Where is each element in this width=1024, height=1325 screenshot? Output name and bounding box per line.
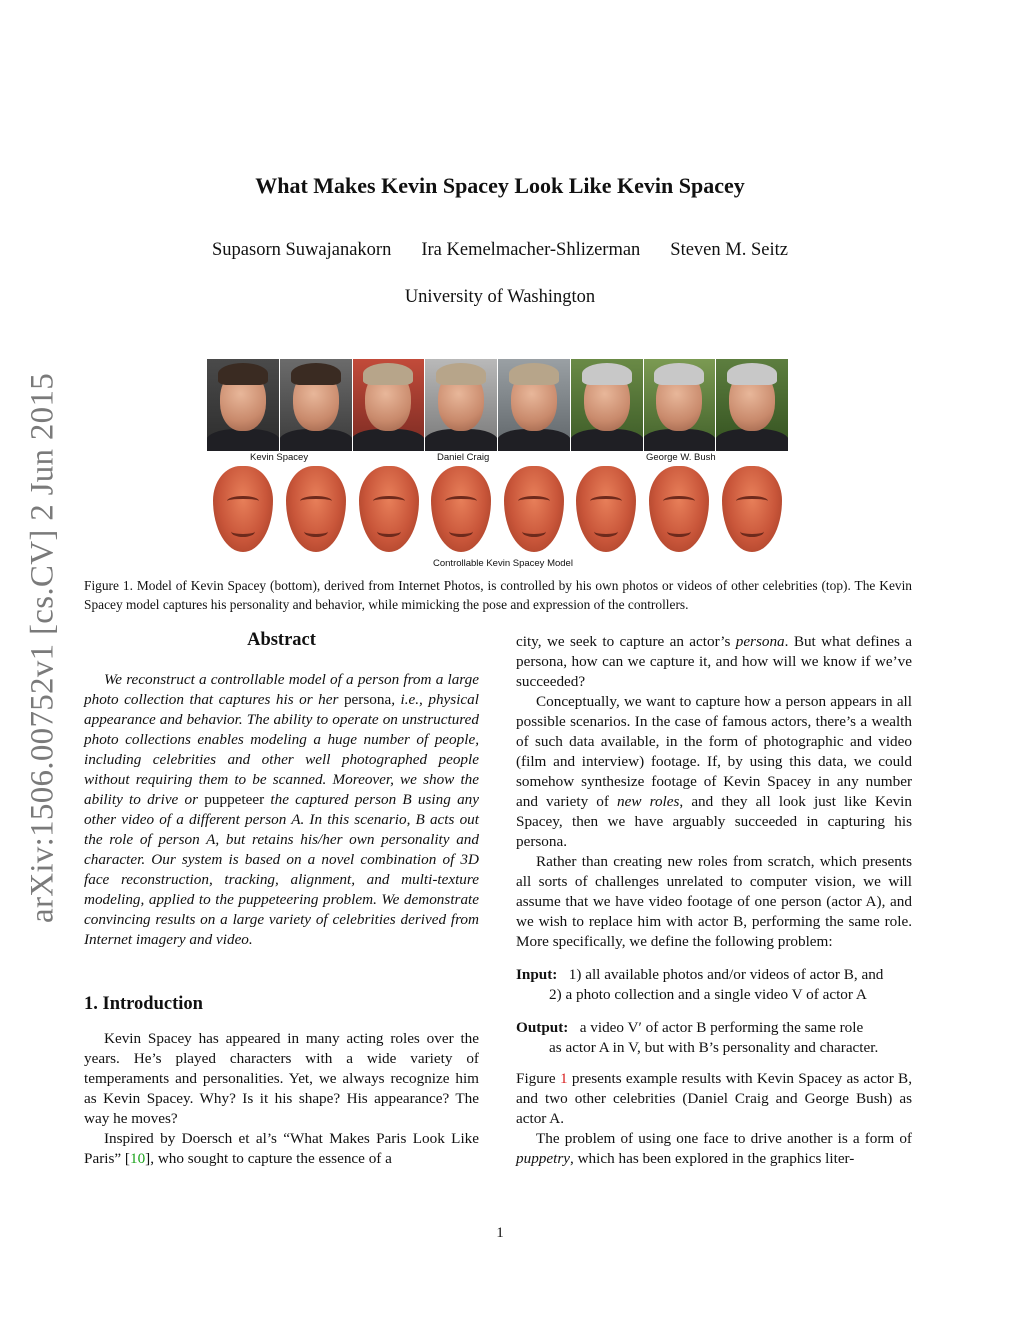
paragraph: Figure 1 presents example results with Kevin Spacey as actor B, and two other celebrities (Daniel Craig and George Bush) as actor A.	[516, 1070, 912, 1127]
paragraph: Conceptually, we want to capture how a person appears in all possible scenarios. In the case of famous actors, there’s a wealth of such data available, in the form of photographic and video (film and interview) footage. If, by using this data, we could somehow synthesize footage of Kevin Spacey in any number and variety of new roles, and they all look just like Kevin Spacey, then we have arguably succeeded in capturing his persona.	[516, 693, 912, 850]
paragraph: Inspired by Doersch et al’s “What Makes Paris Look Like Paris” [10], who sought to capture the essence of a	[84, 1130, 479, 1167]
citation-link[interactable]: 10	[129, 1150, 146, 1167]
affiliation: University of Washington	[404, 287, 596, 307]
paper-title: What Makes Kevin Spacey Look Like Kevin Spacey	[255, 173, 745, 198]
section-heading: 1. Introduction	[84, 994, 203, 1014]
figure-label-kevin: Kevin Spacey	[250, 452, 309, 463]
left-column	[84, 630, 479, 1169]
figure-label-bush: George W. Bush	[646, 452, 716, 463]
page-number: 1	[496, 1225, 504, 1241]
author-name: Ira Kemelmacher-Shlizerman	[421, 240, 641, 260]
abstract-text: We reconstruct a controllable model of a person from a large photo collection that captures his or her persona, i.e., physical appearance and behavior. The ability to operate on unstructured photo collections enables modeling a huge number of people, including celebrities and other well photographed people without requiring them to be scanned. Moreover, we show the ability to drive or puppeteer the captured person B using any other video of a different person A. In this scenario, B acts out the role of person A, but retains his/her own personality and character. Our system is based on a novel combination of 3D face reconstruction, tracking, alignment, and multi-texture modeling, applied to the puppeteering problem. We demonstrate convincing results on a large variety of celebrities derived from Internet imagery and video.	[84, 671, 479, 948]
author-name: Supasorn Suwajanakorn	[212, 240, 392, 260]
figure-link[interactable]: 1	[559, 1070, 568, 1087]
paragraph: The problem of using one face to drive another is a form of puppetry, which has been explored in the graphics liter-	[516, 1130, 912, 1167]
model-render	[643, 463, 716, 555]
controller-photo	[644, 359, 716, 451]
arxiv-stamp: arXiv:1506.00752v1 [cs.CV] 2 Jun 2015	[24, 372, 61, 923]
problem-input: Input: 1) all available photos and/or videos of actor B, and 2) a photo collection and a single video V of actor A	[516, 966, 884, 1003]
controller-photo	[425, 359, 497, 451]
right-column	[516, 632, 912, 1169]
figure-label-model: Controllable Kevin Spacey Model	[433, 558, 573, 569]
controller-photo	[498, 359, 570, 451]
paragraph: Rather than creating new roles from scratch, which presents all sorts of challenges unrelated to computer vision, we will assume that we have video footage of one person (actor A), and we wish to replace him with actor B, performing the same role. More specifically, we define the following problem:	[516, 853, 912, 950]
model-render	[498, 463, 571, 555]
paragraph: Kevin Spacey has appeared in many acting roles over the years. He’s played characters with a wide variety of temperaments and personalities. Yet, we always recognize him as Kevin Spacey. Why? Is it his shape? His appearance? The way he moves?	[84, 1030, 479, 1127]
paragraph: city, we seek to capture an actor’s persona. But what defines a persona, how can we capture it, and how will we know if we’ve succeeded?	[516, 633, 912, 690]
controller-photo	[716, 359, 788, 451]
figure-caption: Figure 1. Model of Kevin Spacey (bottom), derived from Internet Photos, is controlled by his own photos or videos of other celebrities (top). The Kevin Spacey model captures his personality and behavior, while mimicking the pose and expression of the controllers.	[84, 578, 912, 612]
model-render	[425, 463, 498, 555]
controller-photo	[280, 359, 352, 451]
controller-photo-strip	[207, 359, 788, 451]
model-render-strip	[207, 463, 788, 555]
author-name: Steven M. Seitz	[670, 240, 788, 260]
model-render	[352, 463, 425, 555]
model-render	[280, 463, 353, 555]
model-render	[207, 463, 280, 555]
controller-photo	[571, 359, 643, 451]
model-render	[570, 463, 643, 555]
model-render	[715, 463, 788, 555]
abstract-heading: Abstract	[247, 630, 316, 650]
figure-label-daniel: Daniel Craig	[437, 452, 490, 463]
controller-photo	[207, 359, 279, 451]
problem-output: Output: a video V′ of actor B performing the same role as actor A in V, but with B’s personality and character.	[516, 1019, 879, 1056]
author-list	[0, 240, 1000, 261]
controller-photo	[353, 359, 425, 451]
